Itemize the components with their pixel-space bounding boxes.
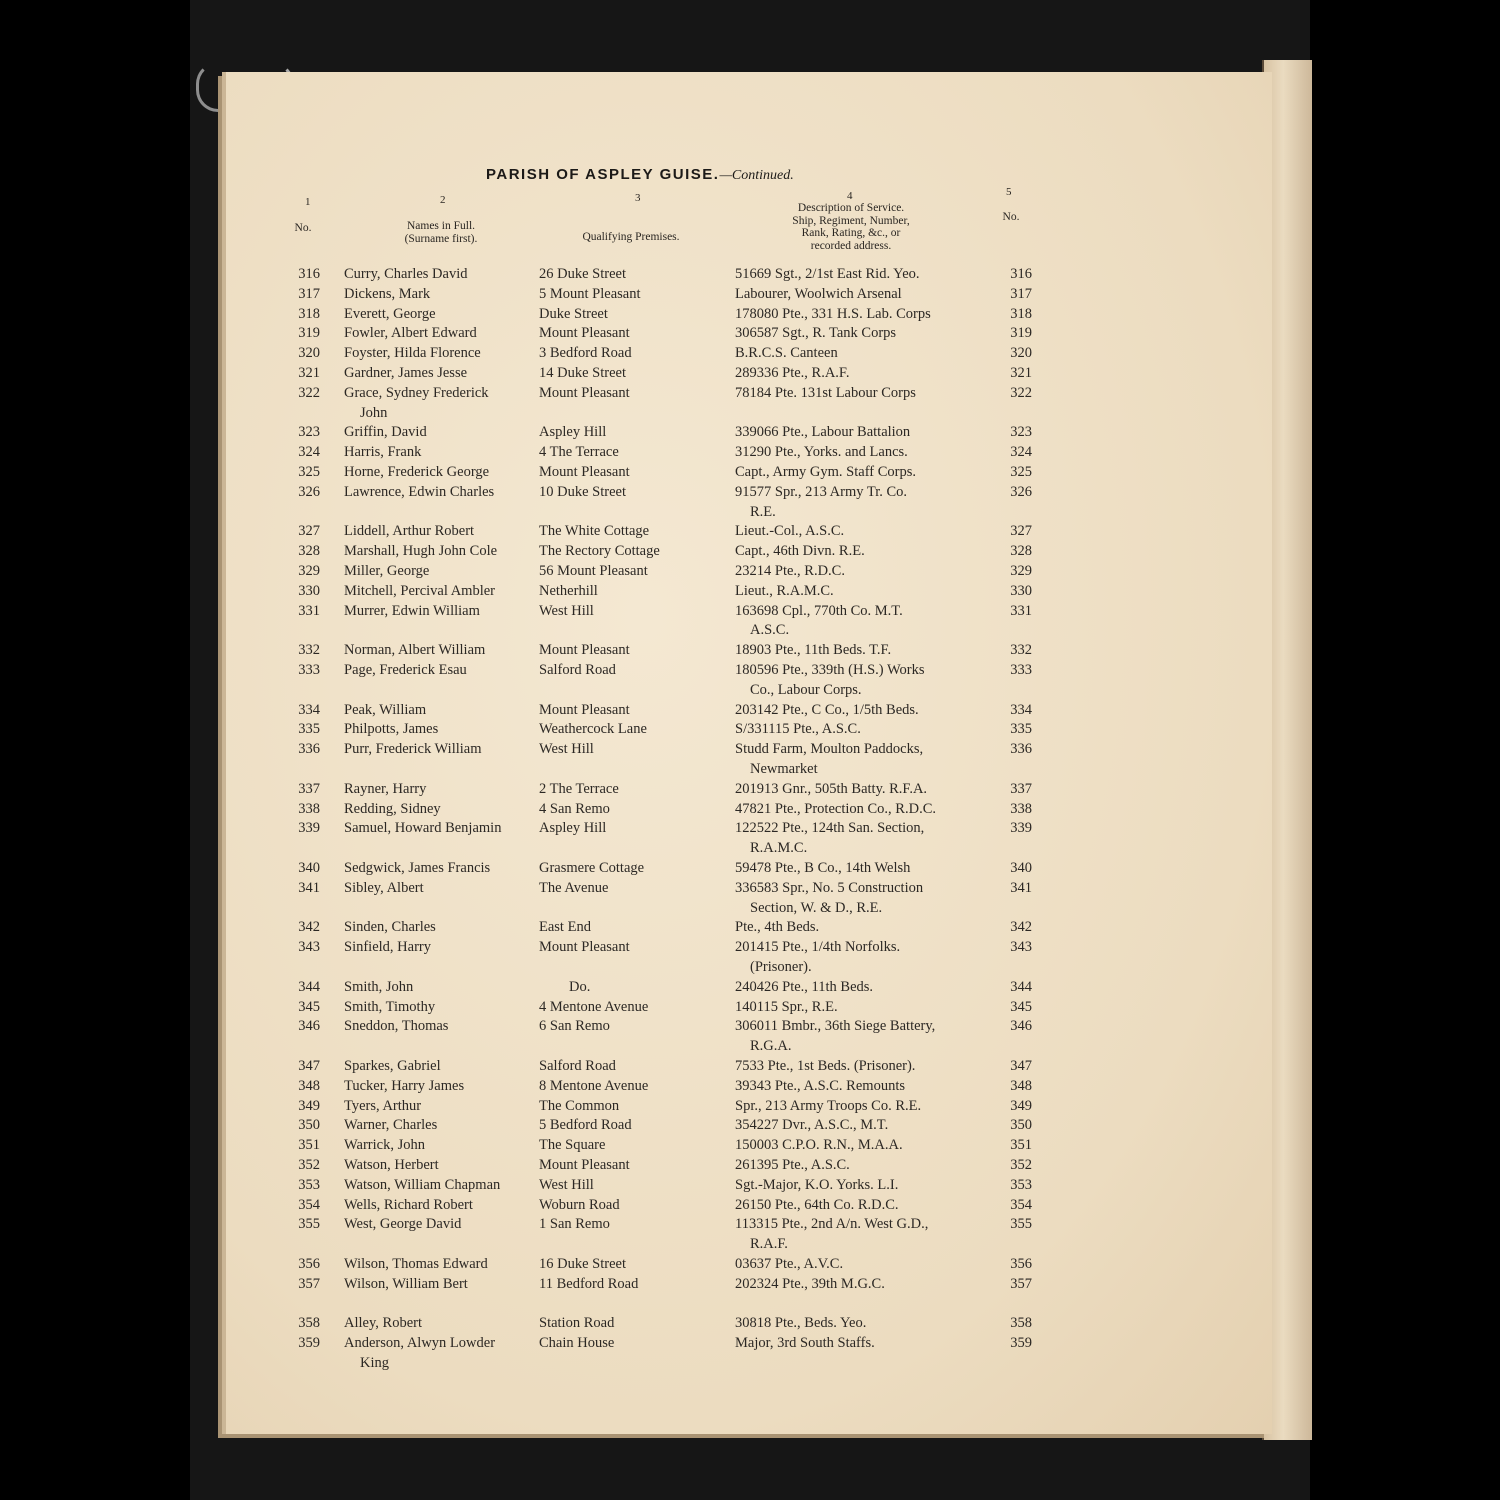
entry-number: 346: [298, 1018, 320, 1035]
entry-name: Samuel, Howard Benjamin: [344, 820, 502, 837]
entry-description: 203142 Pte., C Co., 1/5th Beds.: [735, 701, 919, 718]
entry-number-right: 321: [1010, 365, 1032, 381]
entry-description: Spr., 213 Army Troops Co. R.E.: [735, 1097, 922, 1114]
entry-name: Sinden, Charles: [344, 919, 436, 936]
entry-name: Murrer, Edwin William: [344, 602, 480, 619]
entry-description: Studd Farm, Moulton Paddocks,: [735, 741, 924, 758]
entry-description-continued: Newmarket: [750, 760, 818, 777]
entry-number: 322: [298, 384, 320, 401]
header-names: [376, 220, 506, 245]
entry-description-continued: R.E.: [750, 503, 776, 520]
entry-description: 23214 Pte., R.D.C.: [735, 563, 845, 579]
entry-name: Sibley, Albert: [344, 879, 424, 896]
entry-number-right: 336: [1010, 741, 1032, 758]
entry-premises: The Avenue: [539, 879, 609, 896]
entry-number-right: 320: [1010, 345, 1032, 362]
entry-name: Foyster, Hilda Florence: [344, 345, 481, 362]
header-names-line1: Names in Full.: [406, 220, 476, 232]
entry-name: Anderson, Alwyn Lowder: [344, 1335, 496, 1352]
entry-name: West, George David: [344, 1216, 462, 1233]
entry-description: B.R.C.S. Canteen: [735, 345, 838, 362]
entry-premises: Mount Pleasant: [539, 701, 630, 718]
entry-description: 150003 C.P.O. R.N., M.A.A.: [735, 1137, 903, 1154]
entry-premises: Mount Pleasant: [539, 325, 630, 342]
entry-name: Liddell, Arthur Robert: [344, 523, 475, 540]
entry-number: 342: [298, 919, 320, 936]
entry-name: Smith, Timothy: [344, 998, 436, 1015]
entry-description: 18903 Pte., 11th Beds. T.F.: [735, 642, 892, 659]
entry-name: Curry, Charles David: [344, 266, 468, 282]
entry-description: 39343 Pte., A.S.C. Remounts: [735, 1077, 905, 1094]
entry-number-right: 347: [1010, 1058, 1032, 1074]
entry-name: Sedgwick, James Francis: [344, 860, 491, 876]
entry-premises: Do.: [569, 978, 591, 995]
entry-number-right: 334: [1010, 701, 1032, 718]
entry-number-right: 355: [1010, 1216, 1032, 1233]
entry-premises: 8 Mentone Avenue: [539, 1077, 649, 1094]
entry-premises: Chain House: [539, 1335, 615, 1352]
column-number-1: 1: [305, 196, 311, 208]
entry-premises: Woburn Road: [539, 1196, 620, 1213]
entry-premises: Aspley Hill: [539, 820, 607, 837]
entry-premises: West Hill: [539, 741, 594, 758]
entry-premises: 56 Mount Pleasant: [539, 563, 648, 579]
entry-premises: 3 Bedford Road: [539, 345, 632, 362]
entry-number: 350: [298, 1117, 320, 1134]
entry-description: 140115 Spr., R.E.: [735, 998, 838, 1015]
entry-number: 348: [298, 1077, 320, 1094]
entry-name: Redding, Sidney: [344, 800, 441, 817]
entry-description: Major, 3rd South Staffs.: [735, 1335, 875, 1352]
entry-description: Capt., Army Gym. Staff Corps.: [735, 464, 916, 480]
entry-description: 7533 Pte., 1st Beds. (Prisoner).: [735, 1058, 916, 1074]
entry-name: Smith, John: [344, 978, 414, 995]
entry-number-right: 332: [1010, 642, 1032, 659]
entry-number: 320: [298, 345, 320, 362]
column-number-4: 4: [847, 190, 853, 202]
entry-name: Sneddon, Thomas: [344, 1018, 449, 1035]
entry-premises: Mount Pleasant: [539, 1157, 630, 1173]
entry-premises: Mount Pleasant: [539, 384, 630, 401]
entry-number: 326: [298, 483, 320, 500]
entry-description: 113315 Pte., 2nd A/n. West G.D.,: [735, 1216, 929, 1233]
entry-number: 321: [298, 365, 320, 381]
entry-name: Peak, William: [344, 701, 427, 718]
page-title: [486, 166, 794, 184]
entry-premises: 5 Mount Pleasant: [539, 285, 641, 302]
entry-premises: 6 San Remo: [539, 1018, 610, 1035]
entry-premises: West Hill: [539, 602, 594, 619]
entry-number: 356: [298, 1256, 320, 1272]
entry-premises: 16 Duke Street: [539, 1256, 626, 1272]
entry-name: Fowler, Albert Edward: [344, 325, 477, 342]
entry-number-right: 353: [1010, 1176, 1032, 1193]
entry-name: Marshall, Hugh John Cole: [344, 543, 498, 560]
entry-premises: Mount Pleasant: [539, 642, 630, 659]
column-number-3: 3: [635, 192, 641, 204]
entry-number: 347: [298, 1058, 320, 1074]
entry-description-continued: R.A.F.: [750, 1236, 788, 1253]
entry-description: Capt., 46th Divn. R.E.: [735, 543, 865, 560]
entry-number-right: 331: [1010, 602, 1032, 619]
entry-premises: 14 Duke Street: [539, 365, 626, 381]
entry-premises: Netherhill: [539, 582, 598, 599]
entry-description: 240426 Pte., 11th Beds.: [735, 978, 874, 995]
entry-premises: 4 San Remo: [539, 800, 610, 817]
entry-number-right: 327: [1010, 523, 1032, 540]
entry-number-right: 342: [1010, 919, 1032, 936]
entry-premises: 10 Duke Street: [539, 483, 626, 500]
entry-number: 316: [298, 266, 320, 282]
entry-description-continued: R.G.A.: [750, 1038, 792, 1055]
entry-description: 51669 Sgt., 2/1st East Rid. Yeo.: [735, 266, 920, 282]
entry-name: Sparkes, Gabriel: [344, 1058, 441, 1074]
entry-number: 328: [298, 543, 320, 560]
header-no-2: No.: [1002, 211, 1020, 223]
document-page: [226, 72, 1272, 1434]
entry-number: 349: [298, 1097, 320, 1114]
entry-premises: 5 Bedford Road: [539, 1117, 632, 1134]
entry-name: Philpotts, James: [344, 721, 439, 738]
entry-name: Everett, George: [344, 305, 436, 322]
entry-description: 31290 Pte., Yorks. and Lancs.: [735, 444, 908, 461]
entry-number: 357: [298, 1275, 320, 1292]
entry-number: 317: [298, 285, 320, 302]
entry-number-right: 324: [1010, 444, 1032, 461]
entry-premises: Salford Road: [539, 1058, 616, 1074]
entry-number: 329: [298, 563, 320, 579]
entry-name: Grace, Sydney Frederick: [344, 384, 489, 401]
entry-number-right: 351: [1010, 1137, 1032, 1154]
entry-name: Tyers, Arthur: [344, 1097, 422, 1114]
entry-premises: The Rectory Cottage: [539, 543, 660, 560]
title-continued: —Continued.: [719, 168, 794, 183]
entry-description: Sgt.-Major, K.O. Yorks. L.I.: [735, 1176, 899, 1193]
entry-name: Purr, Frederick William: [344, 741, 482, 758]
entry-number: 337: [298, 780, 320, 797]
header-no: No.: [294, 222, 312, 234]
entry-description: 202324 Pte., 39th M.G.C.: [735, 1275, 885, 1292]
entry-number-right: 350: [1010, 1117, 1032, 1134]
entry-number: 341: [298, 879, 320, 896]
entry-number-right: 322: [1010, 384, 1032, 401]
entry-number: 324: [298, 444, 320, 461]
header-names-line2: (Surname first).: [404, 232, 478, 245]
entry-description: 339066 Pte., Labour Battalion: [735, 424, 911, 441]
entry-description: Labourer, Woolwich Arsenal: [735, 285, 902, 302]
entry-premises: Aspley Hill: [539, 424, 607, 441]
entry-description: 306587 Sgt., R. Tank Corps: [735, 325, 897, 342]
entry-number-right: 358: [1010, 1315, 1032, 1332]
entry-description: 30818 Pte., Beds. Yeo.: [735, 1315, 867, 1332]
entry-description: 163698 Cpl., 770th Co. M.T.: [735, 602, 903, 619]
entry-description-continued: Co., Labour Corps.: [750, 681, 862, 698]
entry-name: Wilson, Thomas Edward: [344, 1256, 488, 1272]
entry-number-right: 341: [1010, 879, 1032, 896]
entry-number-right: 345: [1010, 998, 1032, 1015]
entry-number-right: 323: [1010, 424, 1032, 441]
entry-number-right: 340: [1010, 860, 1032, 876]
entry-description: Lieut., R.A.M.C.: [735, 582, 834, 599]
entry-number-right: 348: [1010, 1077, 1032, 1094]
entry-description: 180596 Pte., 339th (H.S.) Works: [735, 662, 925, 678]
entry-number: 340: [298, 860, 320, 876]
header-desc-line1: Description of Service.: [797, 202, 905, 214]
entry-name-continued: John: [360, 404, 388, 421]
entry-description: 201415 Pte., 1/4th Norfolks.: [735, 939, 901, 956]
entry-name: Lawrence, Edwin Charles: [344, 483, 495, 500]
entry-description: 261395 Pte., A.S.C.: [735, 1157, 850, 1173]
entry-name: Tucker, Harry James: [344, 1077, 465, 1094]
entry-premises: The Common: [539, 1097, 620, 1114]
entry-number: 359: [298, 1335, 320, 1352]
entry-description: 201913 Gnr., 505th Batty. R.F.A.: [735, 780, 928, 797]
entry-number: 338: [298, 800, 320, 817]
entry-premises: Mount Pleasant: [539, 939, 630, 956]
entry-number: 353: [298, 1176, 320, 1193]
entry-name: Warrick, John: [344, 1137, 425, 1154]
entry-number: 325: [298, 464, 320, 480]
entry-premises: East End: [539, 919, 591, 936]
entry-premises: 4 The Terrace: [539, 444, 619, 461]
entry-number-right: 328: [1010, 543, 1032, 560]
entry-description: 354227 Dvr., A.S.C., M.T.: [735, 1117, 889, 1134]
entry-name: Watson, William Chapman: [344, 1176, 501, 1193]
entry-number: 352: [298, 1157, 320, 1173]
header-desc-line2: Ship, Regiment, Number,: [792, 214, 910, 227]
entry-description: 47821 Pte., Protection Co., R.D.C.: [735, 800, 936, 817]
entry-number-right: 326: [1010, 483, 1032, 500]
entry-number-right: 339: [1010, 820, 1032, 837]
entry-description-continued: (Prisoner).: [750, 958, 812, 975]
entry-number: 319: [298, 325, 320, 342]
entry-premises: Mount Pleasant: [539, 464, 630, 480]
header-desc-line3: Rank, Rating, &c., or: [801, 227, 901, 239]
entry-number: 345: [298, 998, 320, 1015]
entry-description: Pte., 4th Beds.: [735, 919, 820, 936]
entry-name: Wilson, William Bert: [344, 1275, 468, 1292]
entry-number: 327: [298, 523, 320, 540]
entry-name: Page, Frederick Esau: [344, 662, 467, 678]
entry-number: 323: [298, 424, 320, 441]
entry-name-continued: King: [360, 1354, 389, 1371]
entry-number: 354: [298, 1196, 320, 1213]
entry-premises: 4 Mentone Avenue: [539, 998, 649, 1015]
entry-description: S/331115 Pte., A.S.C.: [735, 721, 861, 738]
title-text: PARISH OF ASPLEY GUISE.: [486, 166, 720, 183]
entry-premises: The White Cottage: [539, 523, 650, 540]
header-desc-line4: recorded address.: [810, 239, 892, 252]
entry-premises: Duke Street: [539, 305, 608, 322]
entry-name: Harris, Frank: [344, 444, 422, 461]
entry-description: 289336 Pte., R.A.F.: [735, 365, 850, 381]
column-number-5: 5: [1006, 186, 1012, 198]
entry-number: 331: [298, 602, 320, 619]
entry-description: 78184 Pte. 131st Labour Corps: [735, 384, 916, 401]
entry-number: 334: [298, 701, 320, 718]
entry-number: 351: [298, 1137, 320, 1154]
entry-premises: Weathercock Lane: [539, 721, 647, 738]
entry-number-right: 338: [1010, 800, 1032, 817]
entry-number: 355: [298, 1216, 320, 1233]
entry-premises: The Square: [539, 1137, 606, 1154]
entry-number: 339: [298, 820, 320, 837]
entry-name: Horne, Frederick George: [344, 464, 490, 480]
entry-number-right: 354: [1010, 1196, 1032, 1213]
entry-number: 344: [298, 978, 320, 995]
entry-number-right: 316: [1010, 266, 1032, 282]
entry-number-right: 344: [1010, 978, 1032, 995]
entry-description: 91577 Spr., 213 Army Tr. Co.: [735, 483, 908, 500]
entry-number-right: 330: [1010, 582, 1032, 599]
entry-premises: West Hill: [539, 1176, 594, 1193]
entry-number-right: 317: [1010, 285, 1032, 302]
entry-number-right: 352: [1010, 1157, 1032, 1173]
entry-name: Gardner, James Jesse: [344, 365, 468, 381]
entry-number-right: 359: [1010, 1335, 1032, 1352]
entry-description-continued: A.S.C.: [750, 622, 790, 639]
entry-number: 332: [298, 642, 320, 659]
entry-description-continued: Section, W. & D., R.E.: [750, 899, 883, 916]
entry-number-right: 329: [1010, 563, 1032, 579]
entry-number: 318: [298, 305, 320, 322]
entry-number-right: 333: [1010, 662, 1032, 678]
entry-description: 336583 Spr., No. 5 Construction: [735, 879, 924, 896]
entry-number: 333: [298, 662, 320, 678]
entry-premises: 11 Bedford Road: [539, 1275, 639, 1292]
entry-description: 122522 Pte., 124th San. Section,: [735, 820, 925, 837]
entry-number-right: 357: [1010, 1275, 1032, 1292]
entry-description: 03637 Pte., A.V.C.: [735, 1256, 844, 1272]
entry-name: Norman, Albert William: [344, 642, 486, 659]
entry-name: Watson, Herbert: [344, 1157, 439, 1173]
entry-description: 178080 Pte., 331 H.S. Lab. Corps: [735, 305, 931, 322]
entry-number-right: 325: [1010, 464, 1032, 480]
entry-description: 306011 Bmbr., 36th Siege Battery,: [735, 1018, 936, 1035]
entry-number: 336: [298, 741, 320, 758]
entry-premises: Station Road: [539, 1315, 615, 1332]
header-premises: Qualifying Premises.: [582, 231, 680, 243]
entry-name: Rayner, Harry: [344, 780, 427, 797]
entry-name: Alley, Robert: [344, 1315, 422, 1332]
entry-number-right: 343: [1010, 939, 1032, 956]
entry-premises: 2 The Terrace: [539, 780, 619, 797]
entry-premises: 26 Duke Street: [539, 266, 626, 282]
entry-premises: Grasmere Cottage: [539, 860, 645, 876]
entry-name: Warner, Charles: [344, 1117, 438, 1134]
entry-number-right: 346: [1010, 1018, 1032, 1035]
entry-number: 358: [298, 1315, 320, 1332]
entry-name: Mitchell, Percival Ambler: [344, 582, 496, 599]
entry-name: Dickens, Mark: [344, 285, 431, 302]
entry-number: 330: [298, 582, 320, 599]
column-number-2: 2: [440, 194, 446, 206]
entry-description: 26150 Pte., 64th Co. R.D.C.: [735, 1196, 899, 1213]
entry-number-right: 337: [1010, 780, 1032, 797]
entry-name: Miller, George: [344, 563, 430, 579]
header-description: [756, 202, 946, 252]
entry-number: 343: [298, 939, 320, 956]
entry-premises: 1 San Remo: [539, 1216, 610, 1233]
entry-description-continued: R.A.M.C.: [750, 840, 808, 857]
entry-description: Lieut.-Col., A.S.C.: [735, 523, 845, 540]
entry-number-right: 356: [1010, 1256, 1032, 1272]
entry-name: Griffin, David: [344, 424, 427, 441]
entry-description: 59478 Pte., B Co., 14th Welsh: [735, 860, 911, 876]
entry-number-right: 318: [1010, 305, 1032, 322]
entry-number-right: 349: [1010, 1097, 1032, 1114]
entry-name: Wells, Richard Robert: [344, 1196, 473, 1213]
entry-number: 335: [298, 721, 320, 738]
entry-number-right: 335: [1010, 721, 1032, 738]
entry-premises: Salford Road: [539, 662, 616, 678]
entry-number-right: 319: [1010, 325, 1032, 342]
entry-name: Sinfield, Harry: [344, 939, 431, 956]
